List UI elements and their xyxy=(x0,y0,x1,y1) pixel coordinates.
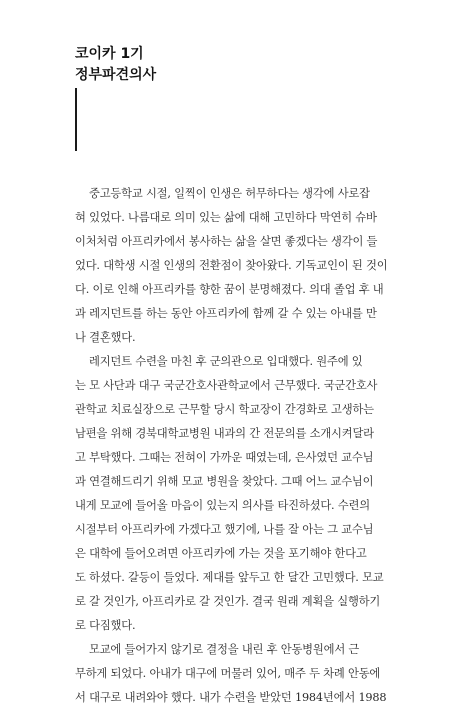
text-line: 나 결혼했다. xyxy=(75,331,136,344)
text-line: 다. 이로 인해 아프리카를 향한 꿈이 분명해졌다. 의대 졸업 후 내 xyxy=(75,283,384,296)
text-line: 중고등학교 시절, 일찍이 인생은 허무하다는 생각에 사로잡 xyxy=(89,187,370,200)
text-line: 로 갈 것인가, 아프리카로 갈 것인가. 결국 원래 계획을 실행하기 xyxy=(75,595,381,608)
text-line: 과 레지던트를 하는 동안 아프리카에 함께 갈 수 있는 아내를 만 xyxy=(75,307,377,320)
text-line: 레지던트 수련을 마친 후 군의관으로 입대했다. 원주에 있 xyxy=(89,355,363,368)
text-line: 내게 모교에 들어올 마음이 있는지 의사를 타진하셨다. 수련의 xyxy=(75,499,370,512)
text-line: 로 다짐했다. xyxy=(75,619,136,632)
text-line: 혀 있었다. 나름대로 의미 있는 삶에 대해 고민하다 막연히 슈바 xyxy=(75,211,377,224)
chapter-title-line-2: 정부파견의사 xyxy=(75,67,157,83)
vertical-divider-rule xyxy=(75,88,77,151)
text-line: 었다. 대학생 시절 인생의 전환점이 찾아왔다. 기독교인이 된 것이 xyxy=(75,259,388,272)
text-line: 서 대구로 내려와야 했다. 내가 수련을 받았던 1984년에서 1988 xyxy=(75,691,387,704)
text-line: 고 부탁했다. 그때는 전혀이 가까운 때였는데, 은사였던 교수님 xyxy=(75,451,374,464)
text-line: 남편을 위해 경북대학교병원 내과의 간 전문의를 소개시켜달라 xyxy=(75,427,374,440)
text-line: 무하게 되었다. 아내가 대구에 머물러 있어, 매주 두 차례 안동에 xyxy=(75,667,381,680)
text-line: 모교에 들어가지 않기로 결정을 내린 후 안동병원에서 근 xyxy=(89,643,360,656)
text-line: 시절부터 아프리카에 가겠다고 했기에, 나를 잘 아는 그 교수님 xyxy=(75,523,374,536)
text-line: 는 모 사단과 대구 국군간호사관학교에서 근무했다. 국군간호사 xyxy=(75,379,378,392)
chapter-heading xyxy=(75,44,156,86)
text-line: 도 하셨다. 갈등이 들었다. 제대를 앞두고 한 달간 고민했다. 모교 xyxy=(75,571,384,584)
text-line: 이처처럼 아프리카에서 봉사하는 삶을 살면 좋겠다는 생각이 들 xyxy=(75,235,378,248)
chapter-title-line-1: 코이카 1기 xyxy=(75,46,144,62)
text-line: 은 대학에 들어오려면 아프리카에 가는 것을 포기해야 한다고 xyxy=(75,547,367,560)
text-line: 관학교 치료실장으로 근무할 당시 학교장이 간경화로 고생하는 xyxy=(75,403,374,416)
body-text xyxy=(75,182,393,710)
text-line: 과 연결해드리기 위해 모교 병원을 찾았다. 그때 어느 교수님이 xyxy=(75,475,374,488)
